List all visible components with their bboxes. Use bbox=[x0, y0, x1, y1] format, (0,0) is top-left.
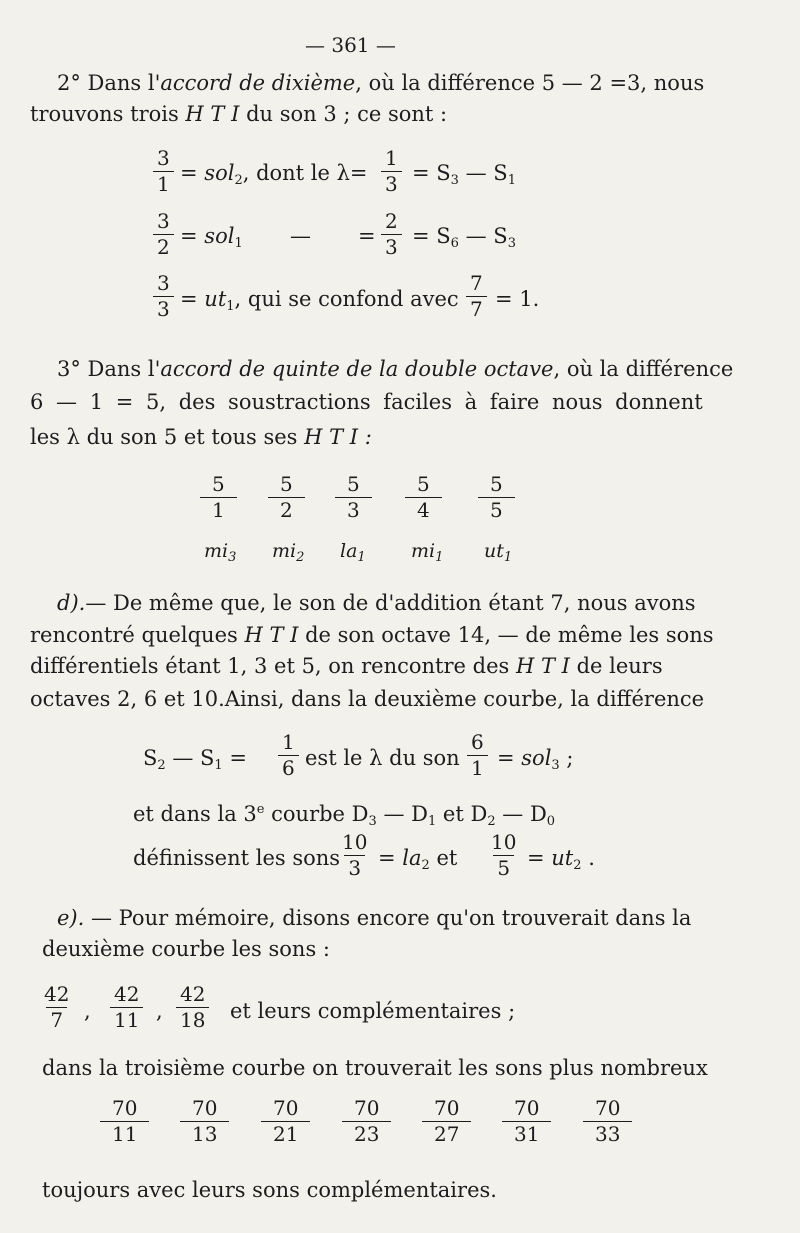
fraction bbox=[268, 473, 305, 521]
eq-text: = S bbox=[412, 224, 451, 248]
fraction bbox=[466, 272, 487, 320]
denominator: 1 bbox=[153, 171, 174, 195]
equation-3 bbox=[180, 286, 459, 320]
para3-text: les λ du son 5 et tous ses bbox=[30, 425, 305, 449]
para3-line3 bbox=[30, 424, 372, 450]
equals: = bbox=[180, 161, 198, 185]
para2-text: du son 3 ; ce sont : bbox=[239, 102, 448, 126]
superscript: e bbox=[256, 802, 265, 817]
numerator: 5 bbox=[490, 472, 503, 496]
para-d-marker: d). bbox=[57, 591, 86, 615]
fraction bbox=[422, 1097, 471, 1145]
para-e-marker: e). bbox=[57, 906, 85, 930]
para-d-text: de leurs bbox=[569, 654, 663, 678]
note-label bbox=[484, 540, 512, 565]
numerator: 3 bbox=[157, 271, 170, 295]
subscript: 2 bbox=[296, 550, 305, 565]
note-name: sol bbox=[204, 224, 235, 248]
numerator: 70 bbox=[434, 1096, 460, 1120]
third-curve-line: dans la troisième courbe on trouverait les sons plus nombreux bbox=[42, 1056, 708, 1080]
equation-1 bbox=[180, 160, 368, 194]
subscript: 2 bbox=[487, 814, 496, 829]
numerator: 42 bbox=[180, 982, 206, 1006]
equation-6: définissent les sons bbox=[133, 846, 341, 870]
numerator: 70 bbox=[192, 1096, 218, 1120]
note-name: mi bbox=[272, 540, 297, 562]
para2-text: trouvons trois bbox=[30, 102, 186, 126]
denominator: 3 bbox=[153, 296, 174, 320]
comma: , bbox=[84, 999, 91, 1023]
numerator: 5 bbox=[347, 472, 360, 496]
denominator: 7 bbox=[46, 1007, 67, 1031]
para2-italic: accord de dixième bbox=[160, 71, 356, 95]
numerator: 70 bbox=[273, 1096, 299, 1120]
denominator: 5 bbox=[478, 497, 515, 521]
fraction bbox=[338, 831, 371, 879]
denominator: 11 bbox=[100, 1121, 149, 1145]
para-e-text: — Pour mémoire, disons encore qu'on trouverait dans la bbox=[84, 906, 692, 930]
subscript: 1 bbox=[503, 550, 513, 565]
para-d-text: rencontré quelques bbox=[30, 623, 245, 647]
equation-6-rhs bbox=[527, 845, 595, 879]
note-label bbox=[340, 540, 366, 565]
subscript: 3 bbox=[368, 814, 377, 829]
eq-text: . bbox=[581, 846, 595, 870]
para3-italic: accord de quinte de la double octave bbox=[160, 357, 554, 381]
fraction bbox=[335, 473, 372, 521]
numerator: 7 bbox=[470, 271, 483, 295]
eq-text: courbe D bbox=[264, 802, 369, 826]
note-name: la bbox=[340, 540, 358, 562]
numerator: 10 bbox=[491, 830, 517, 854]
note-label bbox=[272, 540, 304, 565]
denominator: 3 bbox=[344, 855, 365, 879]
denominator: 7 bbox=[466, 296, 487, 320]
complementaires-text: et leurs complémentaires ; bbox=[230, 999, 516, 1023]
denominator: 31 bbox=[502, 1121, 551, 1145]
eq-text: — S bbox=[165, 746, 215, 770]
para-d-line4: octaves 2, 6 et 10.Ainsi, dans la deuxième courbe, la différence bbox=[30, 687, 705, 711]
note-name: ut bbox=[551, 846, 574, 870]
numerator: 70 bbox=[595, 1096, 621, 1120]
subscript: 3 bbox=[507, 236, 516, 251]
equation-6-mid bbox=[378, 845, 457, 879]
note-name: la bbox=[402, 846, 422, 870]
numerator: 5 bbox=[280, 472, 293, 496]
equation-4-rhs bbox=[497, 745, 573, 779]
denominator: 6 bbox=[278, 755, 299, 779]
equals: = bbox=[222, 746, 247, 770]
fraction bbox=[478, 473, 515, 521]
note-name: sol bbox=[204, 161, 235, 185]
eq-text: S bbox=[143, 746, 158, 770]
para-e-line2: deuxième courbe les sons : bbox=[42, 937, 330, 961]
numerator: 1 bbox=[282, 730, 295, 754]
equation-3-rhs: = 1. bbox=[495, 287, 540, 311]
denominator: 1 bbox=[467, 755, 488, 779]
subscript: 1 bbox=[427, 814, 437, 829]
fraction bbox=[180, 1097, 229, 1145]
para-d-line3 bbox=[30, 653, 663, 679]
subscript: 2 bbox=[573, 858, 582, 873]
fraction bbox=[342, 1097, 391, 1145]
subscript: 1 bbox=[214, 758, 223, 773]
equation-2-eq: = bbox=[358, 224, 376, 248]
eq-text: , dont le λ= bbox=[242, 161, 368, 185]
equals: = bbox=[497, 746, 522, 770]
fraction bbox=[502, 1097, 551, 1145]
equals: = bbox=[527, 846, 552, 870]
denominator: 33 bbox=[583, 1121, 632, 1145]
para2-line1 bbox=[57, 70, 704, 96]
para-d-text: différentiels étant 1, 3 et 5, on rencontre des bbox=[30, 654, 516, 678]
note-name: mi bbox=[411, 540, 436, 562]
last-line: toujours avec leurs sons complémentaires. bbox=[42, 1178, 497, 1202]
equals: = bbox=[180, 287, 198, 311]
eq-text: , qui se confond avec bbox=[234, 287, 459, 311]
fraction bbox=[110, 983, 143, 1031]
equals: = bbox=[378, 846, 403, 870]
numerator: 42 bbox=[44, 982, 70, 1006]
numerator: 5 bbox=[417, 472, 430, 496]
fraction bbox=[487, 831, 520, 879]
para2-text: 2° Dans l' bbox=[57, 71, 161, 95]
fraction bbox=[176, 983, 209, 1031]
numerator: 3 bbox=[157, 209, 170, 233]
para3-line2: 6 — 1 = 5, des soustractions faciles à faire nous donnent bbox=[30, 390, 703, 414]
note-name: ut bbox=[204, 287, 227, 311]
subscript: 0 bbox=[546, 814, 556, 829]
note-label bbox=[411, 540, 443, 565]
eq-text: et dans la 3 bbox=[133, 802, 257, 826]
equals: = bbox=[180, 224, 198, 248]
note-name: sol bbox=[521, 746, 552, 770]
comma: , bbox=[156, 999, 163, 1023]
denominator: 21 bbox=[261, 1121, 310, 1145]
hti-abbrev: H T I bbox=[244, 623, 299, 647]
para2-text: , où la différence 5 — 2 =3, nous bbox=[355, 71, 705, 95]
numerator: 1 bbox=[385, 146, 398, 170]
para-e-line1 bbox=[57, 905, 691, 931]
subscript: 1 bbox=[507, 173, 516, 188]
numerator: 2 bbox=[385, 209, 398, 233]
para-d-text: — De même que, le son de d'addition étant 7, nous avons bbox=[85, 591, 696, 615]
fraction bbox=[153, 272, 174, 320]
fraction bbox=[467, 731, 488, 779]
fraction bbox=[200, 473, 237, 521]
numerator: 5 bbox=[212, 472, 225, 496]
subscript: 3 bbox=[228, 550, 237, 565]
numerator: 10 bbox=[342, 830, 368, 854]
subscript: 1 bbox=[435, 550, 444, 565]
subscript: 6 bbox=[450, 236, 459, 251]
subscript: 3 bbox=[450, 173, 459, 188]
numerator: 70 bbox=[112, 1096, 138, 1120]
equation-2-dash: — bbox=[290, 224, 311, 248]
fraction bbox=[583, 1097, 632, 1145]
fraction bbox=[278, 731, 299, 779]
denominator: 3 bbox=[381, 171, 402, 195]
eq-text: ; bbox=[559, 746, 574, 770]
subscript: 2 bbox=[421, 858, 430, 873]
subscript: 1 bbox=[357, 550, 366, 565]
numerator: 70 bbox=[514, 1096, 540, 1120]
equation-2 bbox=[180, 223, 243, 257]
note-name: mi bbox=[204, 540, 229, 562]
eq-text: et D bbox=[436, 802, 488, 826]
equation-1-rhs bbox=[412, 160, 516, 194]
fraction bbox=[381, 210, 402, 258]
denominator: 2 bbox=[153, 234, 174, 258]
fraction bbox=[40, 983, 73, 1031]
para-d-text: de son octave 14, — de même les sons bbox=[298, 623, 714, 647]
eq-text: — S bbox=[458, 161, 508, 185]
denominator: 3 bbox=[335, 497, 372, 521]
hti-abbrev: H T I bbox=[185, 102, 240, 126]
para3-text: , où la différence bbox=[553, 357, 734, 381]
eq-text: — S bbox=[458, 224, 508, 248]
subscript: 3 bbox=[551, 758, 560, 773]
numerator: 42 bbox=[114, 982, 140, 1006]
page-number: — 361 — bbox=[305, 33, 396, 57]
denominator: 13 bbox=[180, 1121, 229, 1145]
fraction bbox=[153, 147, 174, 195]
eq-text: = S bbox=[412, 161, 451, 185]
note-label bbox=[204, 540, 236, 565]
subscript: 1 bbox=[234, 236, 243, 251]
eq-text: — D bbox=[376, 802, 428, 826]
denominator: 3 bbox=[381, 234, 402, 258]
denominator: 27 bbox=[422, 1121, 471, 1145]
fraction bbox=[100, 1097, 149, 1145]
eq-text: et bbox=[429, 846, 458, 870]
fraction bbox=[153, 210, 174, 258]
hti-abbrev: H T I : bbox=[304, 425, 372, 449]
denominator: 5 bbox=[493, 855, 514, 879]
para3-text: 3° Dans l' bbox=[57, 357, 161, 381]
denominator: 23 bbox=[342, 1121, 391, 1145]
denominator: 4 bbox=[405, 497, 442, 521]
denominator: 1 bbox=[200, 497, 237, 521]
para2-line2 bbox=[30, 101, 447, 127]
para-d-line1 bbox=[57, 590, 696, 616]
equation-4 bbox=[143, 745, 247, 779]
fraction bbox=[405, 473, 442, 521]
numerator: 70 bbox=[354, 1096, 380, 1120]
equation-4-mid: est le λ du son bbox=[305, 746, 460, 770]
denominator: 2 bbox=[268, 497, 305, 521]
numerator: 6 bbox=[471, 730, 484, 754]
denominator: 11 bbox=[110, 1007, 143, 1031]
subscript: 2 bbox=[234, 173, 243, 188]
subscript: 2 bbox=[157, 758, 166, 773]
para-d-line2 bbox=[30, 622, 714, 648]
fraction bbox=[381, 147, 402, 195]
equation-2-rhs bbox=[412, 223, 516, 257]
subscript: 1 bbox=[226, 299, 235, 314]
denominator: 18 bbox=[176, 1007, 209, 1031]
eq-text: — D bbox=[495, 802, 547, 826]
note-name: ut bbox=[484, 540, 504, 562]
numerator: 3 bbox=[157, 146, 170, 170]
hti-abbrev: H T I bbox=[515, 654, 570, 678]
fraction bbox=[261, 1097, 310, 1145]
para3-line1 bbox=[57, 356, 733, 382]
